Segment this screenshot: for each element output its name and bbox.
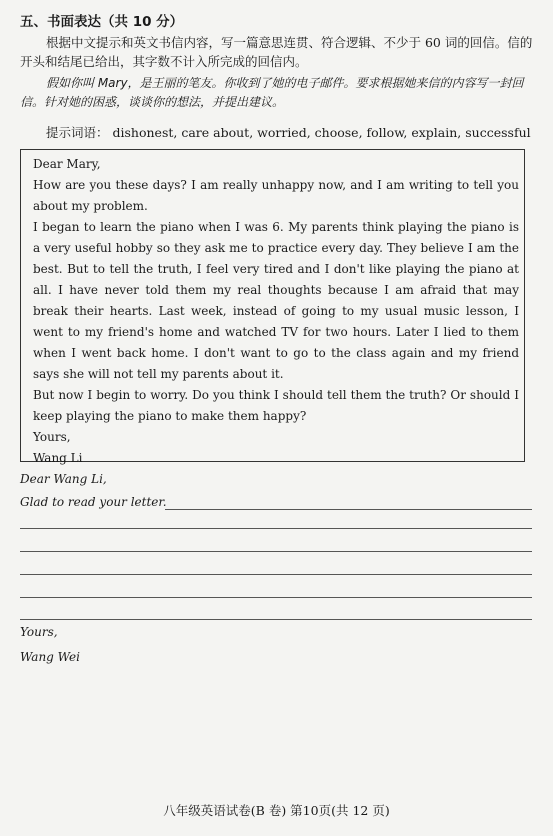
answer-line[interactable] bbox=[20, 597, 532, 598]
answer-line[interactable] bbox=[20, 551, 532, 552]
letter-greeting: Dear Mary, bbox=[33, 157, 101, 171]
hint-words bbox=[46, 123, 531, 141]
answer-line[interactable] bbox=[20, 574, 532, 575]
hint-word-list: dishonest, care about, worried, choose, follow, explain, successful bbox=[112, 125, 531, 140]
letter-paragraph-1: How are you these days? I am really unhappy now, and I am writing to tell you about my problem. bbox=[33, 178, 519, 213]
answer-line[interactable] bbox=[165, 509, 532, 510]
letter-paragraph-3: But now I begin to worry. Do you think I should tell them the truth? Or should I keep playing the piano to make them happy? bbox=[33, 388, 519, 423]
letter-paragraph-2: I began to learn the piano when I was 6. My parents think playing the piano is a very useful hobby so they ask me to practice every day. They believe I am the best. But to tell the truth, I feel very tired and I don't like playing the piano at all. I have never told them my real thoughts because I am afraid that may break their hearts. Last week, instead of going to my usual music lesson, I went to my friend's home and watched TV for two hours. Later I lied to them when I went back home. I don't want to go to the class again and my friend says she will not tell my parents about it. bbox=[33, 220, 519, 381]
reply-greeting: Dear Wang Li, bbox=[20, 472, 107, 486]
letter-body bbox=[33, 154, 519, 469]
instruction-paragraph-1: 根据中文提示和英文书信内容，写一篇意思连贯、符合逻辑、不少于 60 词的回信。信的开头和结尾已给出，其字数不计入所完成的回信内。 bbox=[20, 35, 533, 69]
reply-closing: Yours, bbox=[20, 625, 58, 639]
letter-signature: Wang Li bbox=[33, 451, 83, 465]
reply-opening: Glad to read your letter. bbox=[20, 495, 167, 509]
answer-line[interactable] bbox=[20, 619, 532, 620]
answer-line[interactable] bbox=[20, 528, 532, 529]
instruction-paragraph-2: 假如你叫 Mary，是王丽的笔友。你收到了她的电子邮件。要求根据她来信的内容写一封回信。针对她的困惑，谈谈你的想法，并提出建议。 bbox=[20, 76, 524, 109]
section-title: 五、书面表达（共 10 分） bbox=[20, 14, 184, 30]
hint-label: 提示词语： bbox=[46, 125, 109, 140]
page-footer: 八年级英语试卷(B 卷) 第10页(共 12 页) bbox=[163, 803, 390, 818]
letter-closing: Yours, bbox=[33, 430, 71, 444]
letter-box bbox=[20, 149, 525, 465]
reply-signature: Wang Wei bbox=[20, 650, 80, 664]
